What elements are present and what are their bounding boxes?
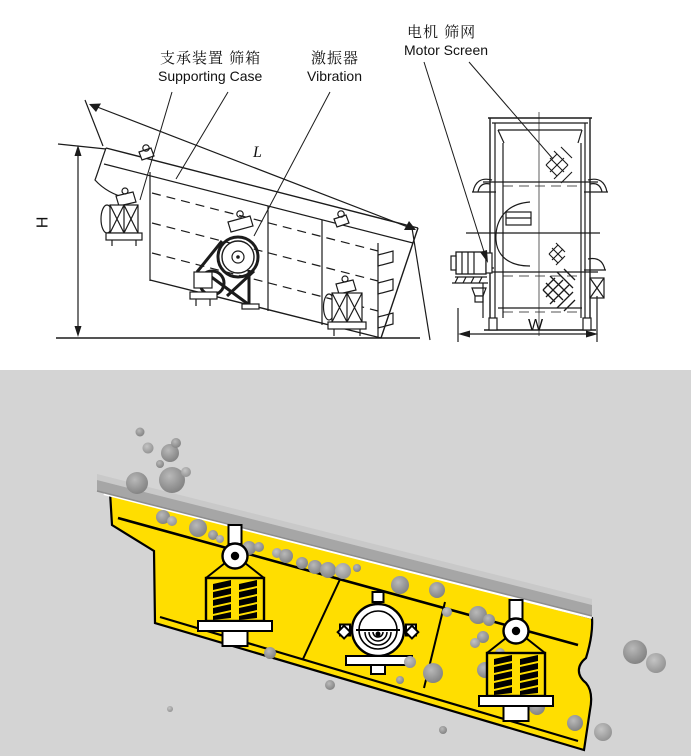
- label-vibration-en: Vibration: [307, 68, 363, 84]
- label-motor-screen-en: Motor Screen: [404, 42, 489, 58]
- mesh-patch-top: [546, 147, 572, 183]
- screen-mesh-patches: [543, 147, 575, 311]
- dim-label-length: L: [253, 144, 262, 161]
- side-view-vibrator: [190, 211, 259, 309]
- h-dimension: [58, 144, 106, 337]
- lifting-lug-icon: [139, 145, 349, 227]
- label-vibration-zh: 激振器: [311, 50, 360, 67]
- side-view-spring-right: [324, 276, 367, 336]
- side-view-spring-left: [101, 188, 142, 246]
- mesh-patch-middle: [549, 243, 565, 265]
- label-supporting-case-zh: 支承装置 筛箱: [160, 50, 262, 67]
- side-view-drawing: [56, 92, 430, 340]
- dim-label-width: W: [528, 317, 544, 334]
- mesh-patch-bottom: [543, 269, 575, 311]
- label-supporting-case-en: Supporting Case: [158, 68, 263, 84]
- front-view-motor: [451, 252, 492, 318]
- front-view-spring: [590, 278, 604, 298]
- dim-label-height: H: [34, 216, 52, 229]
- machine-illustration-svg: [0, 370, 691, 756]
- front-view-drawing: [424, 62, 608, 342]
- label-motor-screen-zh: 电机 筛网: [407, 24, 477, 41]
